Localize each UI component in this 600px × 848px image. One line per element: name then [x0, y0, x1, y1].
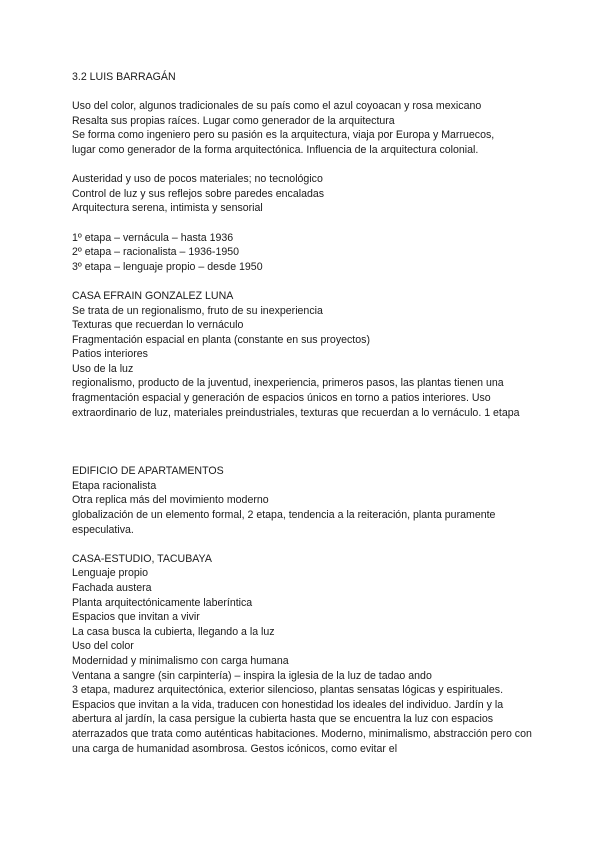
- casa-efrain-item: Texturas que recuerdan lo vernáculo: [72, 319, 244, 332]
- trait-line: Arquitectura serena, intimista y sensorial: [72, 202, 263, 215]
- intro-line: lugar como generador de la forma arquitectónica. Influencia de la arquitectura colonial.: [72, 143, 479, 156]
- stage-line: 1º etapa – vernácula – hasta 1936: [72, 231, 234, 244]
- casa-estudio-item: Lenguaje propio: [72, 567, 148, 580]
- casa-efrain-paragraph: regionalismo, producto de la juventud, inexperiencia, primeros pasos, las plantas tienen una fragmentación espacial y generación de espacios únicos en torno a patios interiores. Uso extraordinario de luz, materiales preindustriales, texturas que recuerdan a lo vernáculo. 1 etapa: [72, 377, 520, 419]
- edificio-item: Otra replica más del movimiento moderno: [72, 494, 269, 507]
- casa-estudio-heading: CASA-ESTUDIO, TACUBAYA: [72, 552, 212, 565]
- intro-line: Se forma como ingeniero pero su pasión es la arquitectura, viaja por Europa y Marruecos,: [72, 129, 495, 142]
- edificio-item: Etapa racionalista: [72, 479, 157, 492]
- section-title: 3.2 LUIS BARRAGÁN: [72, 71, 176, 83]
- casa-efrain-item: Fragmentación espacial en planta (constante en sus proyectos): [72, 333, 370, 346]
- casa-efrain-item: Uso de la luz: [72, 362, 134, 375]
- casa-efrain-item: Patios interiores: [72, 348, 148, 361]
- casa-estudio-item: Ventana a sangre (sin carpintería) – inspira la iglesia de la luz de tadao ando: [72, 669, 432, 682]
- casa-estudio-item: La casa busca la cubierta, llegando a la luz: [72, 625, 275, 638]
- edificio-heading: EDIFICIO DE APARTAMENTOS: [72, 465, 224, 478]
- casa-estudio-item: Espacios que invitan a vivir: [72, 611, 200, 624]
- stage-line: 2º etapa – racionalista – 1936-1950: [72, 246, 240, 259]
- casa-estudio-item: Modernidad y minimalismo con carga humana: [72, 654, 289, 667]
- casa-efrain-heading: CASA EFRAIN GONZALEZ LUNA: [72, 289, 234, 302]
- casa-estudio-item: Uso del color: [72, 640, 134, 653]
- casa-estudio-paragraph: 3 etapa, madurez arquitectónica, exterior silencioso, plantas sensatas lógicas y espirituales. Espacios que invitan a la vida, traducen con honestidad los ideales del individuo. Jardín y la abertura al jardín, la casa persigue la cubierta hasta que se encuentra la luz con espacios aterrazados que trata como auténticas habitaciones. Moderno, minimalismo, abstracción pero con una carga de humanidad asombrosa. Gestos icónicos, como evitar el: [72, 684, 532, 755]
- casa-efrain-item: Se trata de un regionalismo, fruto de su inexperiencia: [72, 304, 323, 317]
- trait-line: Control de luz y sus reflejos sobre paredes encaladas: [72, 187, 325, 200]
- edificio-paragraph: globalización de un elemento formal, 2 etapa, tendencia a la reiteración, planta puramente especulativa.: [72, 509, 496, 536]
- trait-line: Austeridad y uso de pocos materiales; no tecnológico: [72, 173, 323, 186]
- stage-line: 3º etapa – lenguaje propio – desde 1950: [72, 260, 263, 273]
- intro-line: Resalta sus propias raíces. Lugar como generador de la arquitectura: [72, 114, 395, 127]
- casa-estudio-item: Planta arquitectónicamente laberíntica: [72, 596, 253, 609]
- document-body: [72, 70, 532, 756]
- casa-estudio-item: Fachada austera: [72, 582, 152, 594]
- intro-line: Uso del color, algunos tradicionales de su país como el azul coyoacan y rosa mexicano: [72, 100, 482, 113]
